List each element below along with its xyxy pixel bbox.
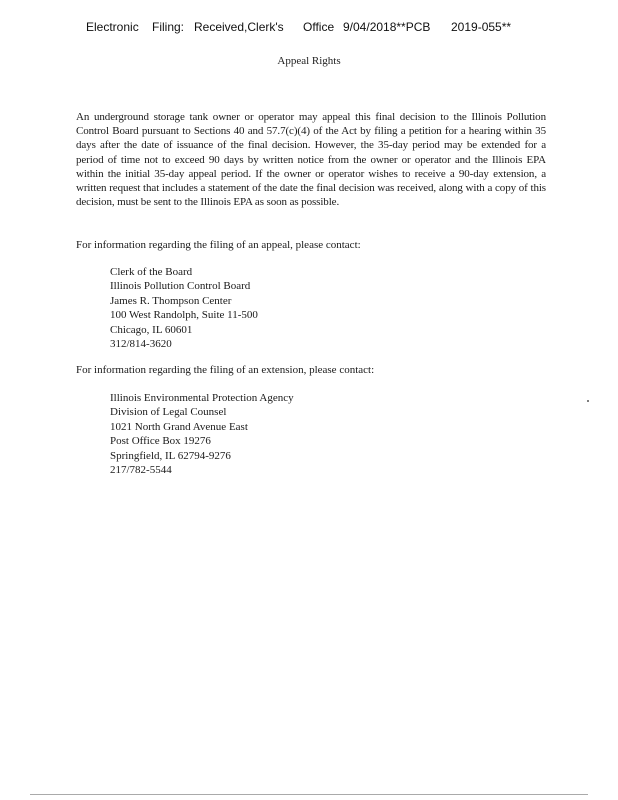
address-line: Springfield, IL 62794-9276 [110, 449, 231, 462]
address-line: Illinois Environmental Protection Agency [110, 392, 294, 404]
page-title: Appeal Rights [277, 55, 341, 67]
stamp-number: 2019-055** [451, 20, 512, 34]
address-line: 1021 North Grand Avenue East [110, 420, 248, 433]
stamp-date: 9/04/2018**PCB [343, 20, 431, 34]
address-line: Clerk of the Board [110, 266, 193, 278]
stamp-electronic: Electronic [86, 20, 139, 34]
address-line: 100 West Randolph, Suite 11-500 [110, 309, 258, 322]
extension-contact-lead: For information regarding the filing of an extension, please contact: [76, 364, 375, 376]
address-line: Division of Legal Counsel [110, 406, 227, 419]
scan-edge [30, 794, 588, 795]
stamp-filing: Filing: [152, 20, 185, 34]
scan-speck [587, 400, 589, 402]
address-line: 217/782-5544 [110, 464, 172, 477]
stamp-office: Office [303, 20, 335, 34]
address-line: James R. Thompson Center [110, 294, 232, 307]
address-line: Illinois Pollution Control Board [110, 280, 251, 293]
appeal-contact-address [110, 265, 258, 351]
extension-contact-address [110, 391, 294, 477]
stamp-received: Received,Clerk's [194, 20, 284, 34]
address-line: Post Office Box 19276 [110, 435, 211, 448]
appeal-contact-lead: For information regarding the filing of an appeal, please contact: [76, 239, 361, 251]
appeal-rights-paragraph: An underground storage tank owner or operator may appeal this final decision to the Illinois Pollution Control Board pursuant to Sections 40 and 57.7(c)(4) of the Act by filing a petition for a hearing within 35 days after the date of issuance of the final decision. However, the 35-day period may be extended for a period of time not to exceed 90 days by written notice from the owner or operator and the Illinois EPA within the initial 35-day appeal period. If the owner or operator wishes to receive a 90-day extension, a written request that includes a statement of the date the final decision was received, along with a copy of this decision, must be sent to the Illinois EPA as soon as possible. [76, 111, 546, 209]
address-line: Chicago, IL 60601 [110, 323, 193, 336]
address-line: 312/814-3620 [110, 338, 172, 351]
electronic-filing-stamp [0, 20, 618, 40]
